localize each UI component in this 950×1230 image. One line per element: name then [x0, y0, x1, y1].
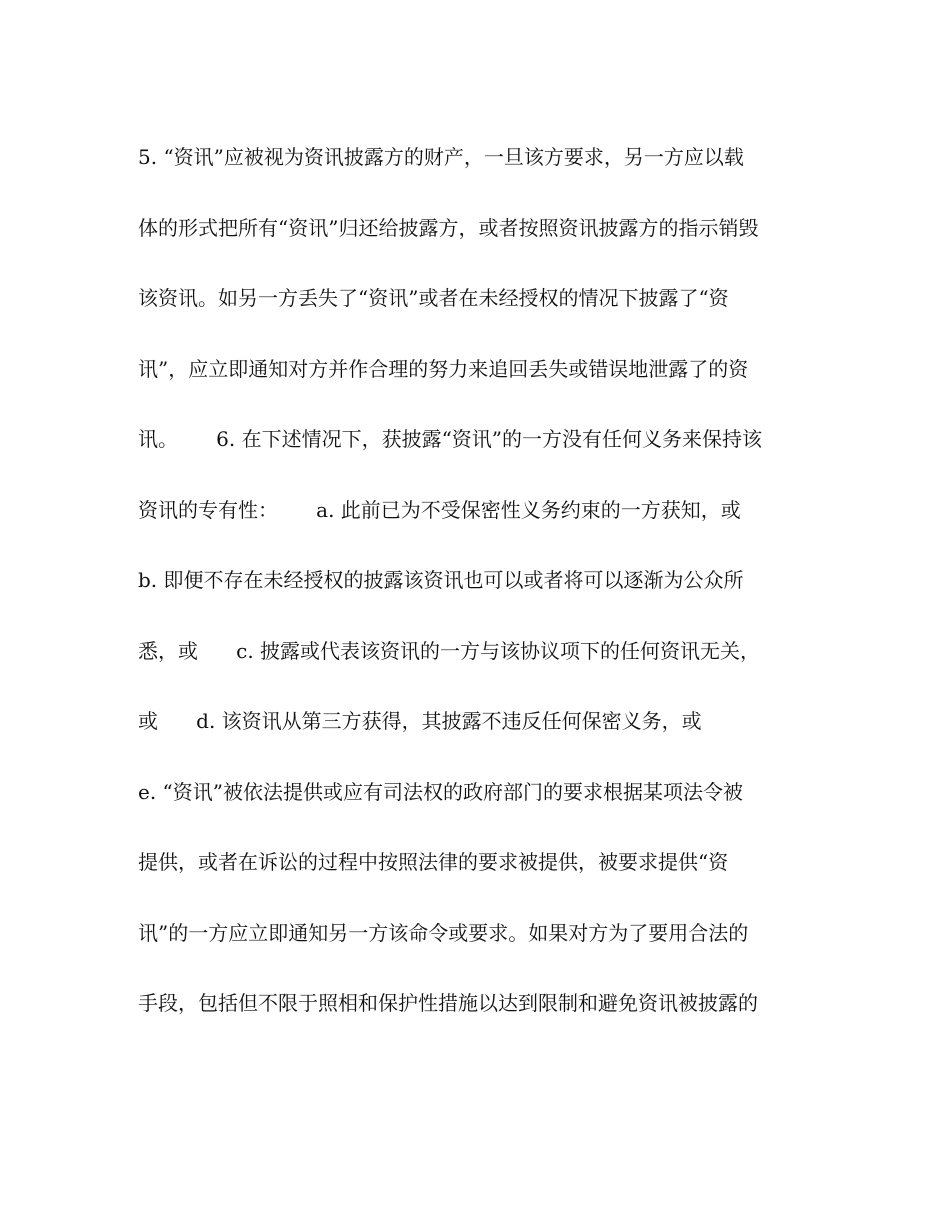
text-line-12: 讯”的一方应立即通知另一方该命令或要求。如果对方为了要用合法的 [138, 920, 749, 945]
text-line-13: 手段，包括但不限于照相和保护性措施以达到限制和避免资讯被披露的 [138, 991, 758, 1015]
text-line-6: 资讯的专有性： a. 此前已为不受保密性义务约束的一方获知，或 [138, 497, 741, 522]
text-line-10: e. “资讯”被依法提供或应有司法权的政府部门的要求根据某项法令被 [138, 779, 743, 804]
text-line-7: b. 即便不存在未经授权的披露该资讯也可以或者将可以逐渐为公众所 [138, 568, 744, 592]
text-line-11: 提供，或者在诉讼的过程中按照法律的要求被提供，被要求提供“资 [138, 850, 729, 874]
text-line-5: 讯。 6. 在下述情况下，获披露“资讯”的一方没有任何义务来保持该 [138, 427, 763, 451]
text-line-3: 该资讯。如另一方丢失了“资讯”或者在未经授权的情况下披露了“资 [138, 286, 729, 310]
body-text [138, 137, 838, 1054]
text-line-2: 体的形式把所有“资讯”归还给披露方，或者按照资讯披露方的指示销毁 [138, 215, 759, 240]
text-line-8: 悉，或 c. 披露或代表该资讯的一方与该协议项下的任何资讯无关， [138, 638, 761, 663]
text-line-1: 5. “资讯”应被视为资讯披露方的财产，一旦该方要求，另一方应以载 [138, 145, 744, 169]
text-line-4: 讯”，应立即通知对方并作合理的努力来追回丢失或错误地泄露了的资 [138, 356, 749, 381]
text-line-9: 或 d. 该资讯从第三方获得，其披露不违反任何保密义务，或 [138, 709, 702, 733]
